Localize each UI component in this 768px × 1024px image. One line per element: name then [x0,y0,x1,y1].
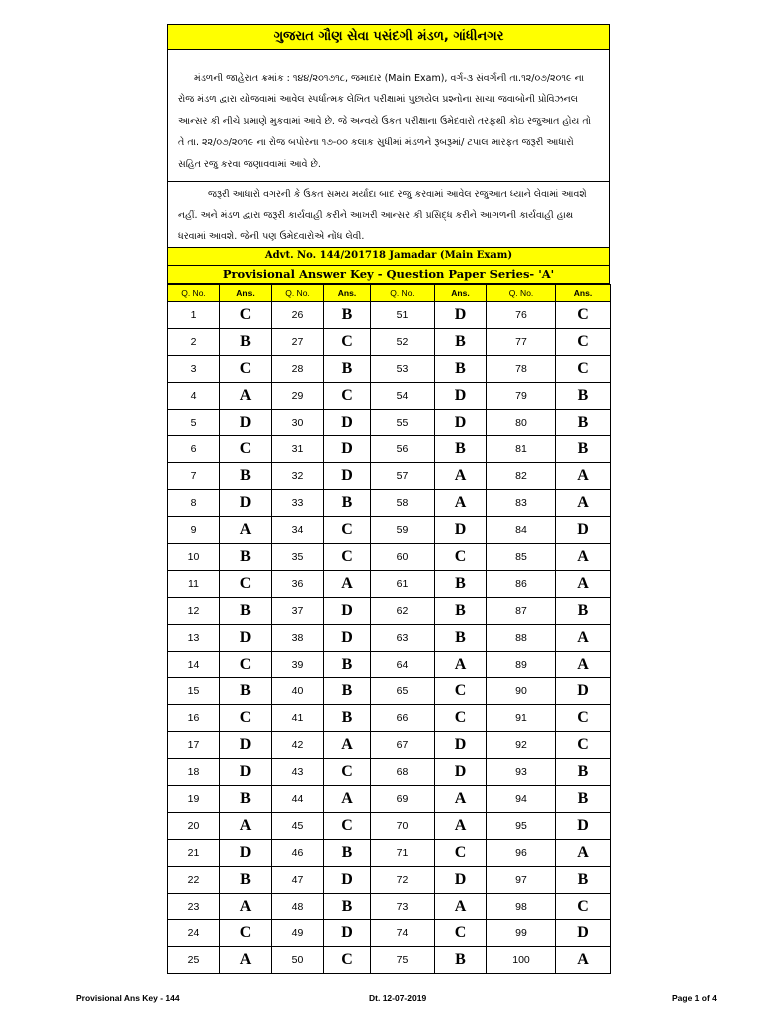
answer-cell: A [435,490,487,517]
answer-cell: A [556,839,611,866]
question-number: 48 [272,893,324,920]
question-number: 34 [272,517,324,544]
question-number: 78 [487,355,556,382]
question-number: 61 [371,570,435,597]
question-number: 73 [371,893,435,920]
answer-cell: A [435,786,487,813]
answer-cell: B [220,544,272,571]
answer-cell: C [220,705,272,732]
table-row [168,812,611,839]
answer-cell: C [220,651,272,678]
answer-cell: A [435,893,487,920]
answer-cell: B [556,597,611,624]
question-number: 71 [371,839,435,866]
answer-cell: D [556,678,611,705]
question-number: 67 [371,732,435,759]
answer-cell: B [556,866,611,893]
question-number: 57 [371,463,435,490]
answer-cell: C [220,920,272,947]
question-number: 91 [487,705,556,732]
question-number: 8 [168,490,220,517]
answer-cell: D [220,759,272,786]
question-number: 86 [487,570,556,597]
answer-cell: C [220,355,272,382]
answer-cell: B [556,759,611,786]
answer-cell: D [220,624,272,651]
answer-cell: A [324,732,371,759]
table-row [168,920,611,947]
question-number: 79 [487,382,556,409]
question-number: 84 [487,517,556,544]
question-number: 7 [168,463,220,490]
answer-cell: D [435,732,487,759]
question-number: 25 [168,947,220,974]
answer-cell: B [324,839,371,866]
answer-cell: C [556,705,611,732]
table-row [168,328,611,355]
answer-cell: D [435,302,487,329]
question-number: 19 [168,786,220,813]
answer-cell: B [435,355,487,382]
answer-cell: A [556,651,611,678]
answer-cell: C [556,893,611,920]
question-number: 6 [168,436,220,463]
answer-cell: A [556,570,611,597]
answer-cell: C [435,839,487,866]
answer-cell: B [324,651,371,678]
answer-cell: C [435,705,487,732]
question-number: 50 [272,947,324,974]
answer-cell: D [435,866,487,893]
answer-cell: B [435,328,487,355]
answer-cell: B [324,678,371,705]
question-number: 69 [371,786,435,813]
question-number: 66 [371,705,435,732]
table-row [168,544,611,571]
table-row [168,759,611,786]
answer-cell: A [435,812,487,839]
question-number: 11 [168,570,220,597]
answer-cell: A [324,786,371,813]
answer-cell: C [324,382,371,409]
answer-cell: B [324,705,371,732]
table-row [168,355,611,382]
table-row [168,678,611,705]
notice-paragraph-2: જરૂરી આધારો વગરની કે ઉકત સમય મર્યાદા બાદ રજુ કરવામાં આવેલ રજુઆત ધ્યાને લેવામાં આવશે નહીં. અને મંડળ દ્વારા જરૂરી કાર્યવાહી કરીને આખરી આન્સર કી પ્રસિદ્ધ કરીને આગળની કાર્યવાહી હાથ ધરવામાં આવશે. જેની પણ ઉમેદવારોએ નોંધ લેવી. [167,182,610,248]
table-row [168,302,611,329]
table-row [168,732,611,759]
question-number: 74 [371,920,435,947]
answer-cell: B [220,328,272,355]
answer-cell: C [324,517,371,544]
question-number: 18 [168,759,220,786]
ans-header: Ans. [556,285,611,302]
question-number: 32 [272,463,324,490]
answer-cell: B [556,382,611,409]
answer-cell: B [220,463,272,490]
question-number: 87 [487,597,556,624]
question-number: 53 [371,355,435,382]
ans-header: Ans. [324,285,371,302]
question-number: 5 [168,409,220,436]
answer-cell: B [220,866,272,893]
answer-cell: D [324,866,371,893]
answer-cell: A [220,947,272,974]
answer-cell: C [435,678,487,705]
question-number: 13 [168,624,220,651]
question-number: 75 [371,947,435,974]
question-number: 68 [371,759,435,786]
answer-cell: B [435,570,487,597]
qno-header: Q. No. [371,285,435,302]
answer-table-header [168,285,611,302]
footer-doc-name: Provisional Ans Key - 144 [76,993,180,1003]
question-number: 2 [168,328,220,355]
table-row [168,409,611,436]
question-number: 16 [168,705,220,732]
answer-table [167,284,611,974]
table-row [168,705,611,732]
table-row [168,382,611,409]
answer-cell: D [435,409,487,436]
table-row [168,624,611,651]
answer-cell: B [220,597,272,624]
question-number: 64 [371,651,435,678]
question-number: 10 [168,544,220,571]
answer-cell: B [324,302,371,329]
table-row [168,651,611,678]
question-number: 12 [168,597,220,624]
question-number: 98 [487,893,556,920]
question-number: 88 [487,624,556,651]
question-number: 14 [168,651,220,678]
question-number: 29 [272,382,324,409]
footer-date: Dt. 12-07-2019 [369,993,427,1003]
question-number: 35 [272,544,324,571]
answer-cell: C [556,302,611,329]
question-number: 39 [272,651,324,678]
answer-cell: B [435,436,487,463]
question-number: 90 [487,678,556,705]
question-number: 58 [371,490,435,517]
question-number: 60 [371,544,435,571]
question-number: 93 [487,759,556,786]
answer-cell: C [435,544,487,571]
answer-cell: A [324,570,371,597]
question-number: 1 [168,302,220,329]
answer-cell: C [324,328,371,355]
answer-cell: A [220,812,272,839]
table-row [168,570,611,597]
question-number: 100 [487,947,556,974]
table-row [168,597,611,624]
table-row [168,786,611,813]
question-number: 9 [168,517,220,544]
question-number: 41 [272,705,324,732]
question-number: 24 [168,920,220,947]
question-number: 22 [168,866,220,893]
answer-cell: D [556,920,611,947]
answer-cell: A [220,893,272,920]
question-number: 3 [168,355,220,382]
table-row [168,463,611,490]
qno-header: Q. No. [487,285,556,302]
answer-cell: A [556,947,611,974]
answer-cell: C [324,759,371,786]
question-number: 28 [272,355,324,382]
answer-cell: D [324,624,371,651]
answer-cell: B [324,490,371,517]
question-number: 31 [272,436,324,463]
answer-cell: B [435,947,487,974]
answer-cell: D [435,382,487,409]
question-number: 54 [371,382,435,409]
question-number: 62 [371,597,435,624]
question-number: 36 [272,570,324,597]
answer-cell: C [556,355,611,382]
question-number: 92 [487,732,556,759]
question-number: 59 [371,517,435,544]
answer-cell: C [220,570,272,597]
question-number: 97 [487,866,556,893]
answer-cell: D [220,490,272,517]
answer-cell: D [556,517,611,544]
ans-header: Ans. [220,285,272,302]
question-number: 42 [272,732,324,759]
question-number: 96 [487,839,556,866]
footer-page-number: Page 1 of 4 [672,993,717,1003]
question-number: 43 [272,759,324,786]
advertisement-number: Advt. No. 144/201718 Jamadar (Main Exam) [167,248,610,266]
table-row [168,947,611,974]
question-number: 15 [168,678,220,705]
answer-key-title: Provisional Answer Key - Question Paper Series- 'A' [167,266,610,284]
answer-cell: A [556,544,611,571]
answer-cell: D [220,839,272,866]
answer-cell: D [435,759,487,786]
question-number: 20 [168,812,220,839]
answer-cell: A [556,490,611,517]
answer-cell: D [324,436,371,463]
question-number: 85 [487,544,556,571]
table-row [168,436,611,463]
question-number: 63 [371,624,435,651]
answer-cell: A [435,651,487,678]
question-number: 99 [487,920,556,947]
table-row [168,893,611,920]
answer-cell: C [435,920,487,947]
question-number: 49 [272,920,324,947]
question-number: 37 [272,597,324,624]
answer-cell: C [324,947,371,974]
question-number: 23 [168,893,220,920]
answer-cell: C [220,436,272,463]
question-number: 94 [487,786,556,813]
answer-cell: D [324,409,371,436]
qno-header: Q. No. [168,285,220,302]
question-number: 55 [371,409,435,436]
answer-cell: B [324,355,371,382]
question-number: 52 [371,328,435,355]
answer-cell: C [324,812,371,839]
question-number: 83 [487,490,556,517]
question-number: 33 [272,490,324,517]
question-number: 4 [168,382,220,409]
answer-cell: D [435,517,487,544]
question-number: 47 [272,866,324,893]
question-number: 44 [272,786,324,813]
answer-cell: D [324,463,371,490]
answer-cell: A [556,624,611,651]
question-number: 51 [371,302,435,329]
table-row [168,517,611,544]
question-number: 45 [272,812,324,839]
answer-cell: B [220,678,272,705]
answer-cell: A [220,517,272,544]
answer-cell: A [556,463,611,490]
question-number: 46 [272,839,324,866]
answer-cell: C [324,544,371,571]
question-number: 65 [371,678,435,705]
question-number: 21 [168,839,220,866]
answer-cell: B [556,409,611,436]
question-number: 76 [487,302,556,329]
answer-cell: A [435,463,487,490]
ans-header: Ans. [435,285,487,302]
question-number: 72 [371,866,435,893]
answer-cell: C [556,328,611,355]
answer-cell: C [556,732,611,759]
question-number: 81 [487,436,556,463]
question-number: 17 [168,732,220,759]
question-number: 77 [487,328,556,355]
answer-cell: B [435,597,487,624]
question-number: 70 [371,812,435,839]
answer-cell: B [435,624,487,651]
answer-cell: B [556,436,611,463]
question-number: 89 [487,651,556,678]
answer-cell: C [220,302,272,329]
answer-cell: D [556,812,611,839]
table-row [168,866,611,893]
question-number: 80 [487,409,556,436]
answer-key-sheet [167,24,610,974]
table-row [168,490,611,517]
table-row [168,839,611,866]
question-number: 56 [371,436,435,463]
answer-cell: B [556,786,611,813]
answer-cell: B [324,893,371,920]
notice-paragraph-1: મંડળની જાહેરાત ક્રમાંક : ૧૪૪/૨૦૧૭૧૮, જમાદાર (Main Exam), વર્ગ-૩ સંવર્ગની તા.૧૨/૦૭/૨૦૧૯ ના રોજ મંડળ દ્વારા યોજવામાં આવેલ સ્પર્ધાત્મક લેખિત પરીક્ષામાં પુછાયેલ પ્રશ્નોના સાચા જવાબોની પ્રોવિઝનલ આન્સર કી નીચે પ્રમાણે મુકવામાં આવે છે. જે અન્વયે ઉકત પરીક્ષાના ઉમેદવારો તરફથી કોઇ રજુઆત હોય તો તે તા. ૨૨/૦૭/૨૦૧૯ ના રોજ બપોરના ૧૭-૦૦ કલાક સુધીમાં મંડળને રૂબરૂમાં/ ટપાલ મારફત જરૂરી આધારો સહિત રજુ કરવા જણાવવામાં આવે છે. [167,50,610,182]
answer-cell: A [220,382,272,409]
question-number: 82 [487,463,556,490]
board-title: ગુજરાત ગૌણ સેવા પસંદગી મંડળ, ગાંધીનગર [167,24,610,50]
answer-cell: B [220,786,272,813]
question-number: 38 [272,624,324,651]
answer-cell: D [220,409,272,436]
answer-cell: D [220,732,272,759]
question-number: 26 [272,302,324,329]
qno-header: Q. No. [272,285,324,302]
question-number: 30 [272,409,324,436]
question-number: 95 [487,812,556,839]
question-number: 27 [272,328,324,355]
answer-cell: D [324,920,371,947]
answer-cell: D [324,597,371,624]
question-number: 40 [272,678,324,705]
